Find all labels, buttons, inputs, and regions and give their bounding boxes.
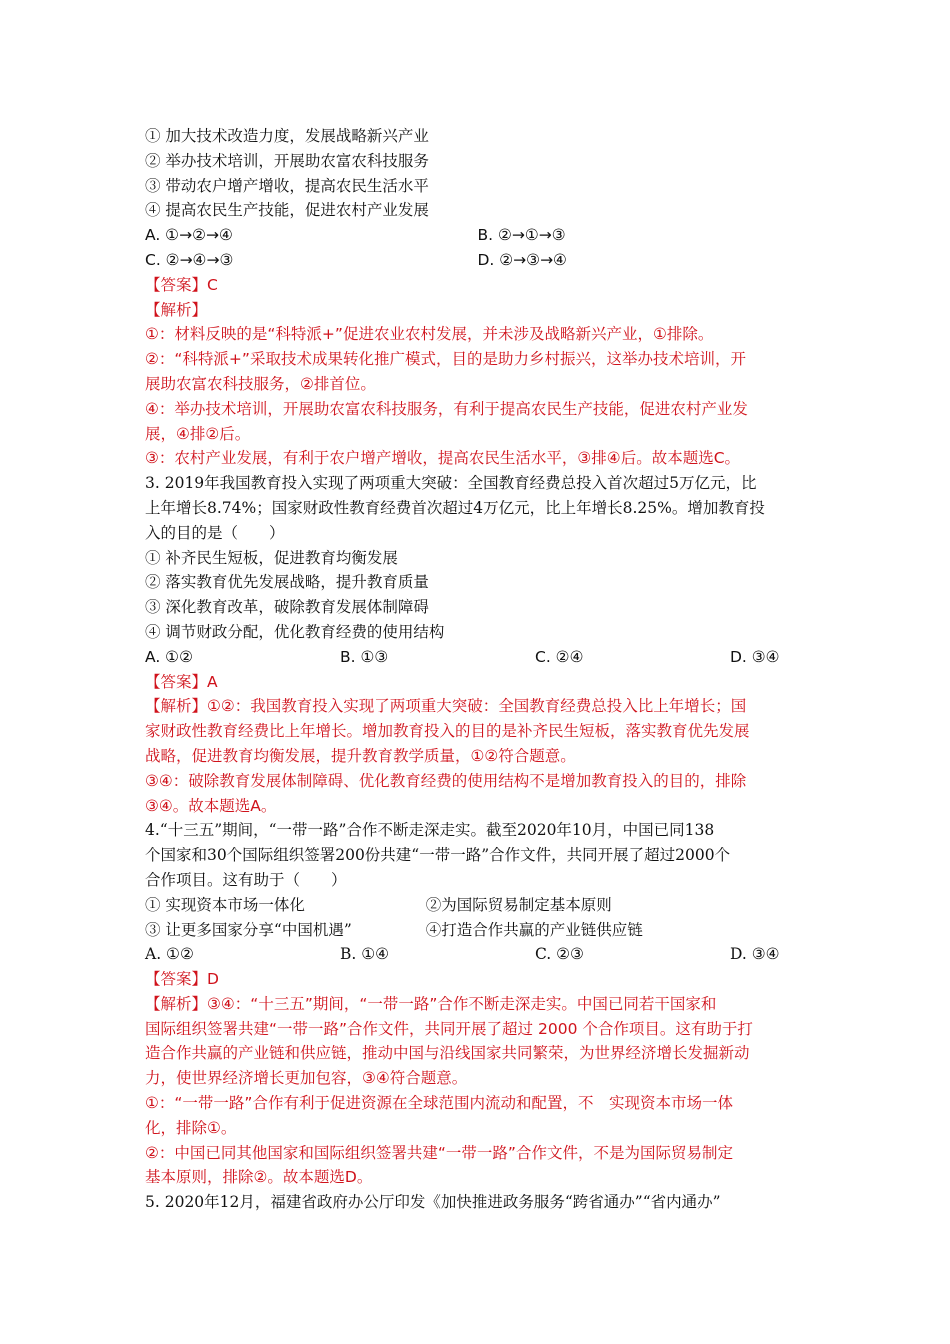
q4-item: ① 实现资本市场一体化	[145, 895, 305, 914]
q2-option-b: B. ②→①→③	[477, 226, 566, 245]
q3-stem-line: 上年增长8.74%；国家财政性教育经费首次超过4万亿元，比上年增长8.25%。增加教育投	[145, 498, 765, 517]
q2-analysis-title: 【解析】	[145, 300, 208, 319]
q4-analysis-line: 化，排除①。	[145, 1118, 237, 1137]
q4-item: ④打造合作共赢的产业链供应链	[425, 920, 643, 939]
q3-option-b: B. ①③	[340, 647, 389, 666]
q3-item: ③ 深化教育改革，破除教育发展体制障碍	[145, 598, 429, 617]
q4-analysis-line: 【解析】③④：“十三五”期间，“一带一路”合作不断走深走实。中国已同若干国家和	[145, 994, 717, 1013]
q3-option-c: C. ②④	[535, 647, 584, 666]
q3-item: ② 落实教育优先发展战略，提升教育质量	[145, 573, 429, 592]
q2-analysis-line: 展助农富农科技服务，②排首位。	[145, 374, 376, 393]
q3-option-a: A. ①②	[145, 647, 193, 666]
q2-option-c: C. ②→④→③	[145, 250, 234, 269]
q2-options	[145, 223, 810, 248]
q4-item: ②为国际贸易制定基本原则	[425, 895, 612, 914]
q2-analysis-line: ①：材料反映的是“科特派+”促进农业农村发展，并未涉及战略新兴产业，①排除。	[145, 325, 714, 344]
q3-analysis-line: ③④。故本题选A。	[145, 796, 277, 815]
q3-item: ④ 调节财政分配，优化教育经费的使用结构	[145, 622, 445, 641]
q4-answer: 【答案】D	[145, 970, 219, 989]
q2-answer: 【答案】C	[145, 275, 218, 294]
q3-analysis-line: 家财政性教育经费比上年增长。增加教育投入的目的是补齐民生短板，落实教育优先发展	[145, 722, 750, 741]
document-body	[145, 124, 810, 1215]
q3-option-d: D. ③④	[730, 647, 780, 666]
q2-analysis-line: ③：农村产业发展，有利于农户增产增收，提高农民生活水平，③排④后。故本题选C。	[145, 449, 741, 468]
q4-analysis-line: 基本原则，排除②。故本题选D。	[145, 1168, 373, 1187]
q2-item: ③ 带动农户增产增收，提高农民生活水平	[145, 176, 429, 195]
q2-item: ② 举办技术培训，开展助农富农科技服务	[145, 151, 429, 170]
q2-analysis-line: ④：举办技术培训，开展助农富农科技服务，有利于提高农民生产技能，促进农村产业发	[145, 399, 748, 418]
q4-stem-line: 4.“十三五”期间，“一带一路”合作不断走深走实。截至2020年10月，中国已同138	[145, 821, 715, 840]
q4-option-b: B. ①④	[340, 945, 390, 964]
q4-item: ③ 让更多国家分享“中国机遇”	[145, 920, 352, 939]
q5-stem-line: 5. 2020年12月，福建省政府办公厅印发《加快推进政务服务“跨省通办”“省内通办”	[145, 1193, 721, 1212]
q2-options	[145, 248, 810, 273]
q4-item-row	[145, 918, 810, 943]
q4-analysis-line: 国际组织签署共建“一带一路”合作文件，共同开展了超过 2000 个合作项目。这有助于打	[145, 1019, 753, 1038]
q4-analysis-line: 造合作共赢的产业链和供应链，推动中国与沿线国家共同繁荣，为世界经济增长发掘新动	[145, 1044, 750, 1063]
q3-options	[145, 645, 810, 670]
q4-stem-line: 个国家和30个国际组织签署200份共建“一带一路”合作文件，共同开展了超过2000个	[145, 846, 731, 865]
q2-option-d: D. ②→③→④	[477, 250, 567, 269]
q3-stem-line: 入的目的是（ ）	[145, 523, 285, 542]
q3-analysis-line: 战略，促进教育均衡发展，提升教育教学质量，①②符合题意。	[145, 746, 576, 765]
q2-option-a: A. ①→②→④	[145, 226, 233, 245]
q2-analysis-line: 展，④排②后。	[145, 424, 251, 443]
q3-answer: 【答案】A	[145, 672, 218, 691]
q4-analysis-line: 力，使世界经济增长更加包容，③④符合题意。	[145, 1069, 468, 1088]
q3-stem-line: 3. 2019年我国教育投入实现了两项重大突破：全国教育经费总投入首次超过5万亿元，比	[145, 474, 757, 493]
q4-option-a: A. ①②	[145, 945, 194, 964]
q4-analysis-line: ①：“一带一路”合作有利于促进资源在全球范围内流动和配置，不 实现资本市场一体	[145, 1094, 733, 1113]
q2-analysis-line: ②：“科特派+”采取技术成果转化推广模式，目的是助力乡村振兴，这举办技术培训，开	[145, 350, 746, 369]
q3-analysis-line: 【解析】①②：我国教育投入实现了两项重大突破：全国教育经费总投入比上年增长；国	[145, 697, 747, 716]
q2-item: ④ 提高农民生产技能，促进农村产业发展	[145, 201, 429, 220]
q4-options	[145, 942, 810, 967]
q4-option-d: D. ③④	[730, 945, 780, 964]
q3-item: ① 补齐民生短板，促进教育均衡发展	[145, 548, 398, 567]
q4-option-c: C. ②③	[535, 945, 584, 964]
q2-item: ① 加大技术改造力度，发展战略新兴产业	[145, 127, 429, 145]
q4-analysis-line: ②：中国已同其他国家和国际组织签署共建“一带一路”合作文件，不是为国际贸易制定	[145, 1143, 733, 1162]
q3-analysis-line: ③④：破除教育发展体制障碍、优化教育经费的使用结构不是增加教育投入的目的，排除	[145, 771, 747, 790]
q4-item-row	[145, 893, 810, 918]
q4-stem-line: 合作项目。这有助于（ ）	[145, 870, 347, 889]
